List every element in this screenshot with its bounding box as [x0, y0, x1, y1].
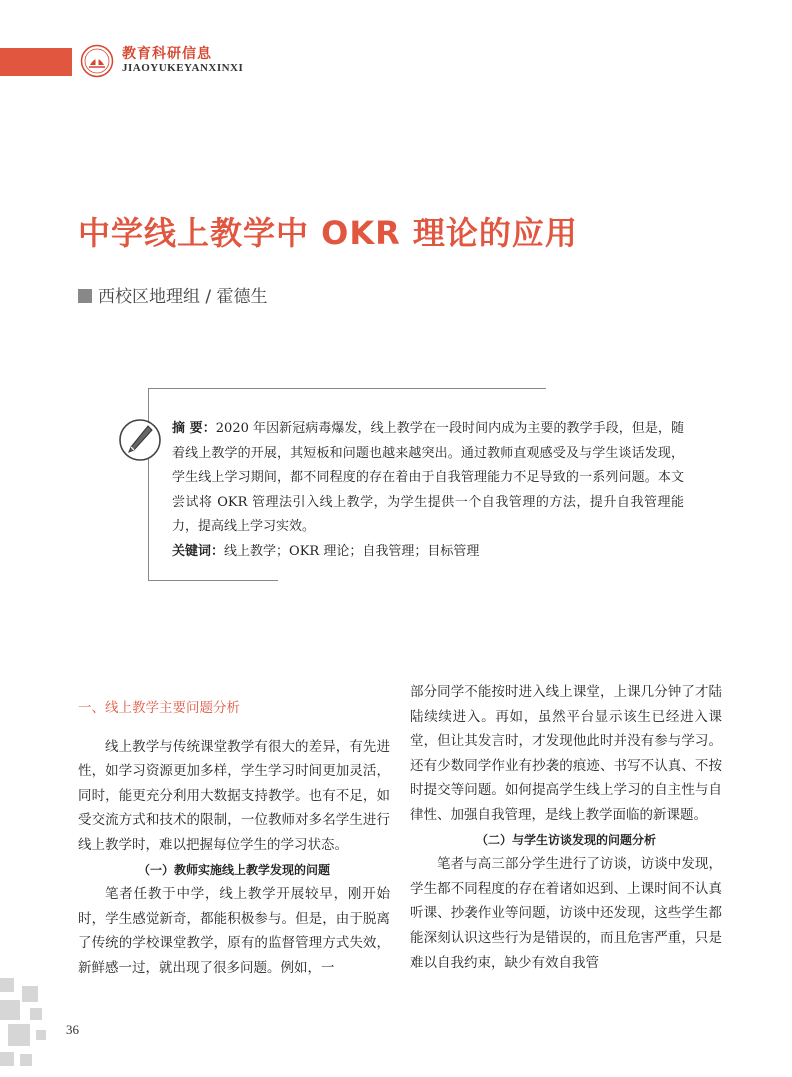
abstract-top-rule	[148, 388, 546, 389]
abstract-paragraph: 摘 要：2020 年因新冠病毒爆发，线上教学在一段时间内成为主要的教学手段，但是，随着线上教学的开展，其短板和问题也越来越突出。通过教师直观感受及与学生谈话发现，学生线上学习期间，都不同程度的存在着由于自我管理能力不足导致的一系列问题。本文尝试将 OKR 管理法引入线上教学，为学生提供一个自我管理的方法，提升自我管理能力，提高线上学习实效。	[172, 421, 684, 534]
abstract-left-rule	[148, 388, 149, 581]
abstract-bottom-rule	[148, 580, 278, 581]
decorative-square	[22, 986, 38, 1002]
decorative-square	[30, 1008, 42, 1020]
body-paragraph: 笔者与高三部分学生进行了访谈，访谈中发现，学生都不同程度的存在着诸如迟到、上课时间不认真听课、抄袭作业等问题，访谈中还发现，这些学生都能深刻认识这些行为是错误的，而且危害严重，只是难以自我约束，缺少有效自我管	[410, 856, 722, 971]
page-number: 36	[66, 1022, 79, 1037]
author-square-icon	[78, 289, 92, 303]
body-paragraph: 笔者任教于中学，线上教学开展较早，刚开始时，学生感觉新奇，都能积极参与。但是，由于脱离了传统的学校课堂教学，原有的监督管理方式失效，新鲜感一过，就出现了很多问题。例如，一	[78, 886, 390, 976]
decorative-square	[36, 1030, 46, 1040]
keywords-label: 关键词	[172, 543, 212, 559]
magazine-logo-icon	[80, 44, 114, 78]
decorative-square	[0, 1000, 20, 1020]
abstract-text: 2020 年因新冠病毒爆发，线上教学在一段时间内成为主要的教学手段，但是，随着线上教学的开展，其短板和问题也越来越突出。通过教师直观感受及与学生谈话发现，学生线上学习期间，都不同程度的存在着由于自我管理能力不足导致的一系列问题。本文尝试将 OKR 管理法引入线上教学，为学生提供一个自我管理的方法，提升自我管理能力，提高线上学习实效。	[172, 421, 684, 534]
subsection-heading: （一）教师实施线上教学发现的问题	[137, 862, 330, 877]
subsection-heading: （二）与学生访谈发现的问题分析	[475, 832, 656, 847]
section-heading: 一、线上教学主要问题分析	[78, 700, 240, 716]
right-column	[410, 680, 722, 975]
keywords-text: 线上教学；OKR 理论；自我管理；目标管理	[224, 543, 480, 559]
decorative-square	[20, 1054, 32, 1066]
abstract-label: 摘 要	[172, 421, 203, 436]
abstract-block	[172, 417, 684, 564]
magazine-title-en: JIAOYUKEYANXINXI	[122, 62, 244, 74]
decorative-square	[8, 1024, 30, 1046]
left-column	[78, 686, 390, 981]
keywords-line: 关键词：线上教学；OKR 理论；自我管理；目标管理	[172, 543, 480, 559]
author-text: 西校区地理组 / 霍德生	[98, 287, 268, 307]
article-author	[78, 282, 268, 307]
pen-icon	[118, 418, 162, 462]
body-paragraph-continued: 部分同学不能按时进入线上课堂，上课几分钟了才陆陆续续进入。再如，虽然平台显示该生已经进入课堂，但让其发言时，才发现他此时并没有参与学习。还有少数同学作业有抄袭的痕迹、书写不认真、不按时提交等问题。如何提高学生线上学习的自主性与自律性、加强自我管理，是线上教学面临的新课题。	[410, 684, 722, 823]
decorative-square	[0, 1052, 14, 1066]
magazine-title-cn: 教育科研信息	[122, 46, 212, 62]
article-title: 中学线上教学中 OKR 理论的应用	[78, 214, 578, 252]
decorative-square	[0, 978, 14, 992]
body-paragraph: 线上教学与传统课堂教学有很大的差异，有先进性，如学习资源更加多样，学生学习时间更加灵活，同时，能更充分利用大数据支持教学。也有不足，如受交流方式和技术的限制，一位教师对多名学生进行线上教学时，难以把握每位学生的学习状态。	[78, 738, 390, 853]
header-accent-bar	[0, 48, 72, 76]
